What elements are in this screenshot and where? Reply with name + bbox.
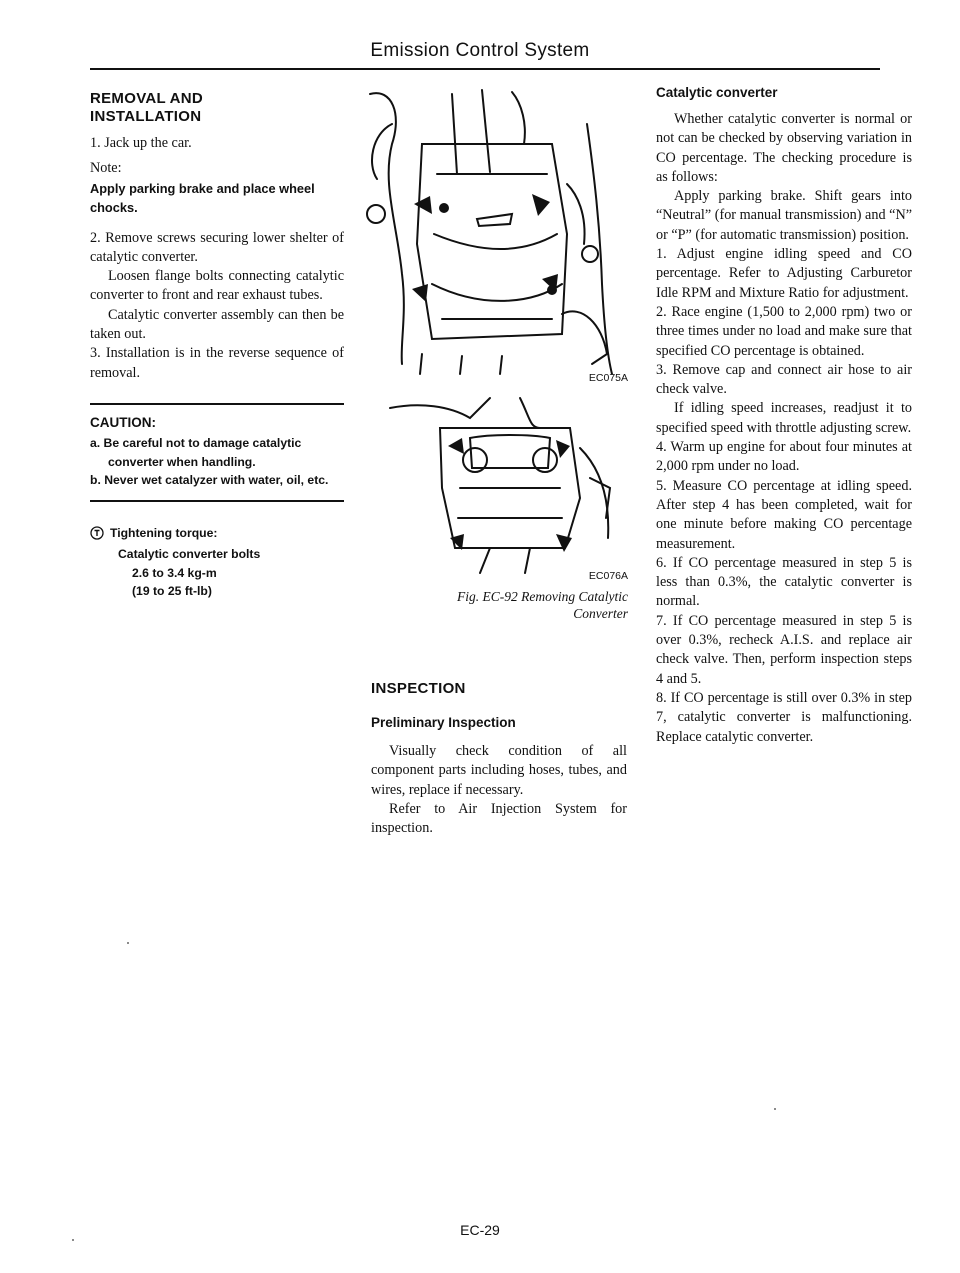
scan-speck <box>127 942 129 944</box>
figure-caption-line: Fig. EC-92 Removing Catalytic <box>457 589 628 604</box>
step-1: 1. Jack up the car. <box>90 135 192 151</box>
step-2-detail: Catalytic converter assembly can then be taken out. <box>90 306 344 343</box>
figure-ec075a <box>362 84 628 380</box>
scan-speck <box>72 1239 74 1241</box>
header-rule <box>90 68 880 70</box>
intro-paragraph: Apply parking brake. Shift gears into “Neutral” (for manual transmission) and “N” or “P” (for automatic transmission) position. <box>656 188 912 243</box>
heading-line: INSTALLATION <box>90 108 202 125</box>
check-step-1: 1. Adjust engine idling speed and CO percentage. Refer to Adjusting Carburetor Idle RPM and Mixture Ratio for adjustment. <box>656 246 912 301</box>
check-step-3: 3. Remove cap and connect air hose to air check valve. <box>656 361 912 398</box>
torque-wrench-icon <box>90 526 104 546</box>
torque-value: 2.6 to 3.4 kg-m <box>132 565 217 580</box>
page-header-title: Emission Control System <box>370 40 590 61</box>
check-step-6: 6. If CO percentage measured in step 5 is less than 0.3%, the catalytic converter is normal. <box>656 554 912 610</box>
check-step-3-detail: If idling speed increases, readjust it to specified speed with throttle adjusting screw. <box>656 400 912 436</box>
preliminary-inspection-heading: Preliminary Inspection <box>371 715 516 730</box>
preliminary-paragraph: Refer to Air Injection System for inspection. <box>371 800 627 837</box>
check-step-7: 7. If CO percentage measured in step 5 is over 0.3%, recheck A.I.S. and replace air check valve. Then, perform inspection steps 4 and 5. <box>656 612 912 687</box>
check-step-8: 8. If CO percentage is still over 0.3% in step 7, catalytic converter is malfunctioning. Replace catalytic converter. <box>656 689 912 745</box>
middle-text-column <box>371 680 627 838</box>
caution-title: CAUTION: <box>90 414 156 430</box>
note-label: Note: <box>90 160 122 177</box>
heading-line: REMOVAL AND <box>90 90 204 107</box>
torque-spec <box>90 524 344 601</box>
note-text: Apply parking brake and place wheel chocks. <box>90 180 315 215</box>
catalytic-converter-removal-illustration-bottom <box>380 388 628 574</box>
check-step-2: 2. Race engine (1,500 to 2,000 rpm) two or three times under no load and make sure that specified CO percentage is obtained. <box>656 303 912 359</box>
caution-item: a. Be careful not to damage catalytic converter when handling. <box>90 436 302 469</box>
intro-paragraph: Whether catalytic converter is normal or not can be checked by observing variation in CO percentage. The checking procedure is as follows: <box>656 111 912 185</box>
catalytic-converter-removal-illustration-top <box>362 84 628 380</box>
step-2: 2. Remove screws securing lower shelter of catalytic converter. <box>90 229 344 265</box>
inspection-heading: INSPECTION <box>371 680 466 697</box>
figure-ec076a <box>380 388 628 574</box>
caution-list <box>90 434 344 490</box>
check-step-5: 5. Measure CO percentage at idling speed. After step 4 has been completed, wait for one minute before making CO percentage measurement. <box>656 477 912 552</box>
figure-caption <box>362 588 628 622</box>
right-column <box>656 84 912 747</box>
section-heading-removal <box>90 90 344 126</box>
caution-top-rule <box>90 403 344 405</box>
figure-code: EC075A <box>588 372 628 384</box>
figure-caption-line: Converter <box>573 606 628 621</box>
torque-value: (19 to 25 ft-lb) <box>132 584 212 599</box>
page-number: EC-29 <box>460 1222 500 1238</box>
caution-item: b. Never wet catalyzer with water, oil, etc. <box>90 473 329 488</box>
torque-title-row <box>90 524 344 546</box>
catalytic-converter-heading: Catalytic converter <box>656 85 778 100</box>
step-3: 3. Installation is in the reverse sequence of removal. <box>90 345 344 381</box>
torque-item: Catalytic converter bolts <box>118 547 261 562</box>
preliminary-paragraph: Visually check condition of all component parts including hoses, tubes, and wires, replace if necessary. <box>371 743 627 798</box>
check-step-4: 4. Warm up engine for about four minutes at 2,000 rpm under no load. <box>656 439 912 475</box>
scan-speck <box>774 1108 776 1110</box>
step-2-detail: Loosen flange bolts connecting catalytic converter to front and rear exhaust tubes. <box>90 268 344 304</box>
caution-bottom-rule <box>90 500 344 502</box>
figure-code: EC076A <box>588 570 628 582</box>
left-column <box>90 90 344 601</box>
torque-title: Tightening torque: <box>110 525 218 540</box>
